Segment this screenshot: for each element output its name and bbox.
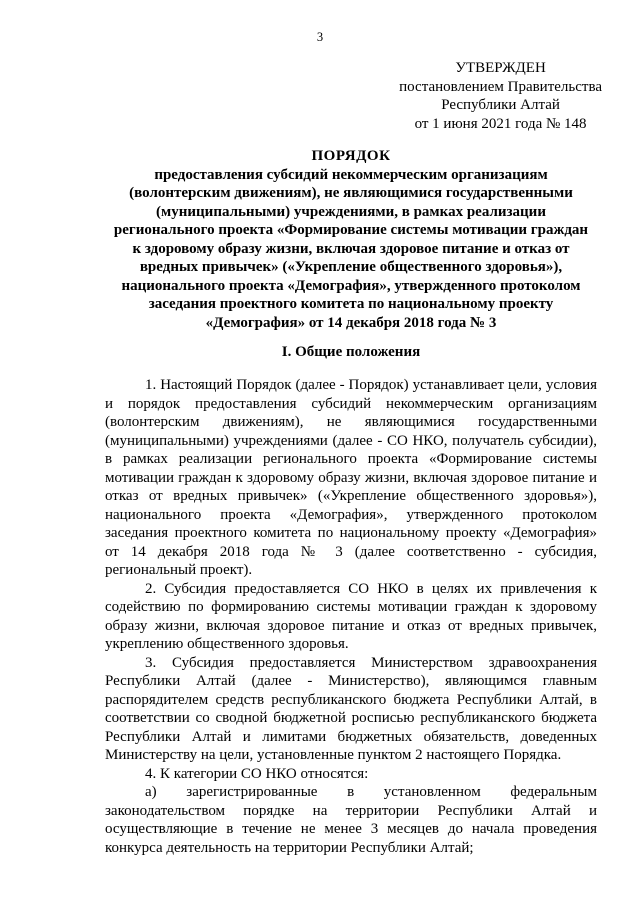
approval-line: постановлением Правительства [399,78,602,95]
document-title-block [100,147,602,332]
title-line: национального проекта «Демография», утвержденного протоколом [121,277,581,294]
title-line: «Демография» от 14 декабря 2018 года № 3 [205,314,497,331]
body-text [105,376,597,857]
approval-line: от 1 июня 2021 года № 148 [414,115,587,132]
paragraph: 2. Субсидия предоставляется СО НКО в целях их привлечения к содействию по формированию системы мотивации граждан к здоровому образу жизни, включая здоровое питание и отказ от вредных привычек, укреплению общественного здоровья. [105,580,597,652]
page-number: 3 [316,30,324,44]
title-line: (муниципальными) учреждениями, в рамках реализации [156,203,546,220]
approval-line: УТВЕРЖДЕН [455,60,546,76]
paragraph: 3. Субсидия предоставляется Министерством здравоохранения Республики Алтай (далее - Министерство), являющимся главным распорядителем средств республиканского бюджета Республики Алтай, в соответствии со сводной бюджетной росписью республиканского бюджета Республики Алтай и лимитами бюджетных обязательств, доведенных Министерству на цели, установленные пунктом 2 настоящего Порядка. [105,654,597,763]
paragraph: 4. К категории СО НКО относятся: [145,765,369,782]
approval-stamp [399,59,602,133]
title-line: (волонтерским движениям), не являющимися государственными [129,185,573,201]
title-line: предоставления субсидий некоммерческим организациям [154,166,548,183]
title-line: заседания проектного комитета по национальному проекту [148,296,554,312]
document-title: ПОРЯДОК [311,148,391,164]
title-line: к здоровому образу жизни, включая здоровое питание и отказ от [132,240,570,257]
approval-line: Республики Алтай [441,97,560,113]
paragraph: 1. Настоящий Порядок (далее - Порядок) устанавливает цели, условия и порядок предоставления субсидий некоммерческим организациям (волонтерским движениям), не являющимися государственными (муниципальными) учреждениями (далее - СО НКО, получатель субсидии), в рамках реализации регионального проекта «Формирование системы мотивации граждан к здоровому образу жизни, включая здоровое питание и отказ от вредных привычек» («Укрепление общественного здоровья»), национального проекта «Демография», утвержденного протоколом заседания проектного комитета по национальному проекту «Демография» от 14 декабря 2018 года № 3 (далее соответственно - субсидия, региональный проект). [105,377,597,578]
title-line: регионального проекта «Формирование системы мотивации граждан [113,222,589,238]
title-line: вредных привычек» («Укрепление общественного здоровья»), [139,259,563,275]
paragraph: а) зарегистрированные в установленном федеральным законодательством порядке на территории Республики Алтай и осуществляющие в течение не менее 3 месяцев до начала проведения конкурса деятельность на территории Республики Алтай; [105,784,597,856]
section-heading: I. Общие положения [281,344,421,360]
